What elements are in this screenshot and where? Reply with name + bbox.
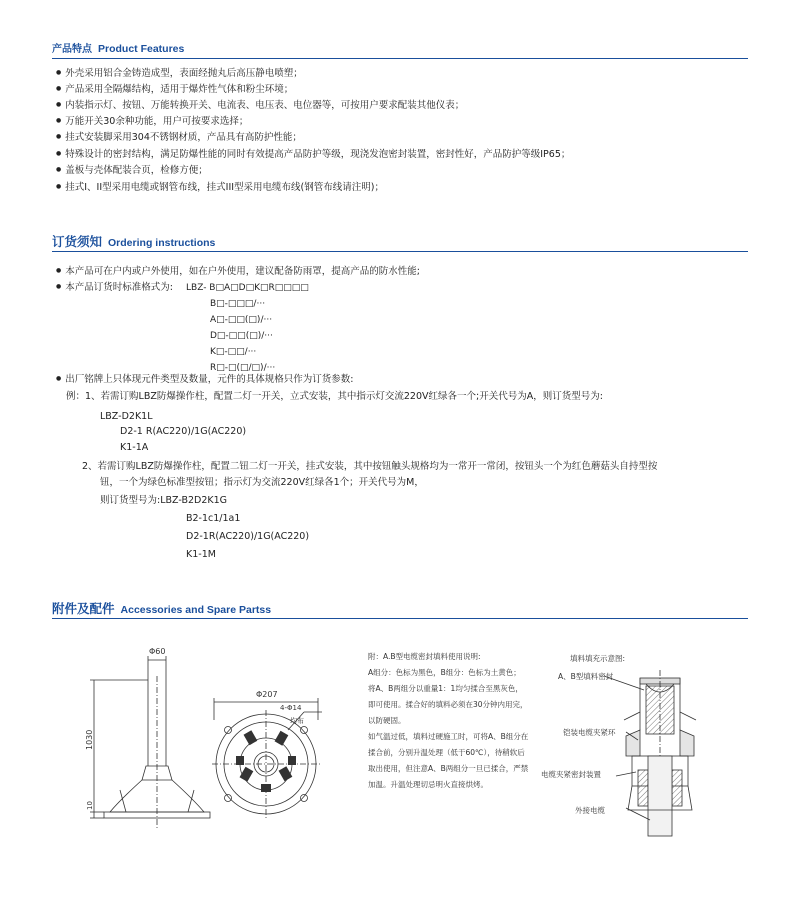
example-2-line: K1-1M [186,549,216,560]
note-line: 即可使用。揉合好的填料必须在30分钟内用完， [368,700,528,709]
ordering-bullet: ● 出厂铭牌上只体现元件类型及数量，元件的具体规格只作为订货参数: [56,372,353,389]
pole-height-label: 1030 [85,729,94,750]
pole-diameter-label: Φ60 [149,647,166,656]
ordering-title-cn: 订货须知 [52,234,103,249]
format-line: R□-□(□/□)/··· [210,363,276,373]
accessories-title-en: Accessories and Spare Partss [120,604,272,616]
example-2-line: D2-1R(AC220)/1G(AC220) [186,531,310,542]
flange-drawing [206,680,326,830]
example-2-line: B2-1c1/1a1 [186,513,241,524]
note-line: 取出使用，但注意A、B两组分一旦已揉合，严禁 [368,764,529,773]
example-1-line: LBZ-D2K1L [100,411,153,422]
fill-diagram [540,660,720,840]
feature-item: ● 挂式I、II型采用电缆或钢管布线，挂式III型采用电缆布线(钢管布线请注明)； [56,180,384,197]
feature-item: ● 盖板与壳体配装合页，检修方便； [56,163,208,180]
feature-item: ● 产品采用全隔爆结构，适用于爆炸性气体和粉尘环境； [56,82,293,99]
accessories-heading [52,599,271,617]
even-label: 均布 [290,717,304,725]
format-main: LBZ- B□A□D□K□R□□□□ [186,283,309,293]
note-line: 加温。升温处理切忌明火直接烘烤。 [368,780,488,789]
note-line: A组分：色标为黑色，B组分：色标为土黄色； [368,668,521,677]
format-line: K□-□□/··· [210,347,257,357]
features-title-cn: 产品特点 [52,44,92,55]
accessories-rule [52,618,748,619]
features-heading [52,40,184,55]
example-1: 例：1、若需订购LBZ防爆操作柱，配置二灯一开关，立式安装，其中指示灯交流220V红绿各一个;开关代号为A，则订货型号为: [66,391,603,402]
note-line: 以防硬固。 [368,716,406,725]
example-1-line: D2-1 R(AC220)/1G(AC220) [120,426,247,437]
feature-item: ● 特殊设计的密封结构，满足防爆性能的同时有效提高产品防护等级，现浇发泡密封装置，密封性好，产品防护等级IP65； [56,147,570,164]
format-line: D□-□□(□)/··· [210,331,273,341]
ordering-title-en: Ordering instructions [108,237,216,249]
example-2: 钮，一个为绿色标准型按钮；指示灯为交流220V红绿各1个；开关代号为M， [100,477,424,488]
example-2: 2、若需订购LBZ防爆操作柱，配置二钮二灯一开关，挂式安装，其中按钮触头规格均为一常开一常闭，按钮头一个为红色蘑菇头自持型按 [82,461,658,472]
flange-diameter-label: Φ207 [256,690,278,699]
ordering-rule [52,251,748,252]
format-line: A□-□□(□)/··· [210,315,273,325]
ordering-heading [52,232,215,250]
diagram-label: 铠装电缆夹紧环 [563,728,616,737]
note-line: 揉合前，分别升温处理（低于60℃），待稍软后 [368,748,525,757]
note-line: 附：A.B型电缆密封填料使用说明: [368,652,481,661]
features-title-en: Product Features [98,43,185,55]
feature-item: ● 内装指示灯、按钮、万能转换开关、电流表、电压表、电位器等，可按用户要求配装其他仪表； [56,98,464,115]
example-2: 则订货型号为:LBZ-B2D2K1G [100,495,227,506]
ordering-bullet [56,280,173,297]
feature-item: ● 外壳采用铝合金铸造成型，表面经抛丸后高压静电喷塑； [56,66,303,83]
diagram-label: A、B型填料密封 [558,672,614,681]
format-line: B□-□□□/··· [210,299,266,309]
diagram-title: 填料填充示意图: [570,654,626,663]
holes-label: 4-Φ14 [280,704,302,712]
ordering-bullet: ● 本产品可在户内或户外使用，如在户外使用，建议配备防雨罩，提高产品的防水性能; [56,264,420,281]
note-line: 将A、B两组分以重量1：1均匀揉合至黑灰色， [368,684,523,693]
accessories-title-cn: 附件及配件 [52,601,115,616]
note-line: 如气温过低，填料过硬施工时，可将A、B组分在 [368,732,529,741]
features-rule [52,58,748,59]
diagram-label: 电缆夹紧密封装置 [541,770,601,779]
feature-item: ● 万能开关30余种功能，用户可按要求选择； [56,114,248,131]
format-label: 本产品订货时标准格式为: [65,282,173,293]
example-1-line: K1-1A [120,442,149,453]
base-height-label: 10 [86,801,94,810]
feature-item: ● 挂式安装脚采用304不锈钢材质，产品具有高防护性能； [56,130,302,147]
diagram-label: 外接电缆 [575,806,605,815]
pole-drawing [80,640,220,840]
